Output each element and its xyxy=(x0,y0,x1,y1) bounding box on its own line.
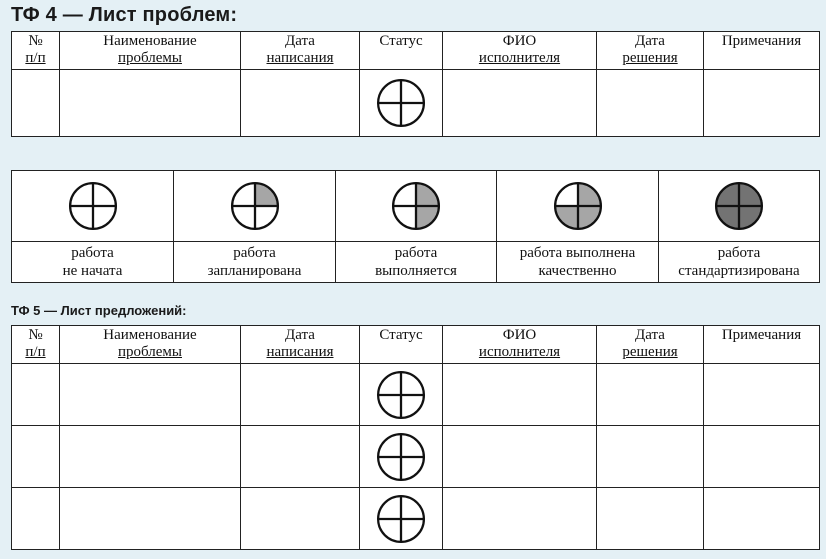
legend-label-line1: работа xyxy=(233,245,276,261)
form5-title: ТФ 5 — Лист предложений: xyxy=(11,303,187,318)
status-cell[interactable] xyxy=(360,426,443,488)
legend-label-line1: работа xyxy=(717,245,761,261)
column-header-line2: исполнителя xyxy=(478,344,561,360)
legend-icon-cell xyxy=(659,171,820,242)
column-header-line1: Статус xyxy=(379,327,423,343)
legend-label xyxy=(659,242,820,283)
table-cell[interactable] xyxy=(241,364,360,426)
legend-label xyxy=(497,242,659,283)
column-header-line1: № xyxy=(28,327,43,343)
table-cell[interactable] xyxy=(12,70,60,137)
table-cell[interactable] xyxy=(443,426,597,488)
column-header-line1: ФИО xyxy=(502,327,537,343)
column-header-line2: написания xyxy=(266,344,334,360)
column-header xyxy=(360,32,443,70)
status-cell[interactable] xyxy=(360,488,443,550)
column-header-line1: Дата xyxy=(635,33,665,49)
legend-icon-row xyxy=(12,171,820,242)
column-header-line1: Дата xyxy=(285,327,315,343)
column-header xyxy=(241,326,360,364)
table-cell[interactable] xyxy=(241,70,360,137)
table-cell[interactable] xyxy=(597,426,704,488)
status-circle-quarter-icon xyxy=(229,180,281,232)
form4-title: ТФ 4 — Лист проблем: xyxy=(11,4,238,26)
column-header xyxy=(443,32,597,70)
legend-label-line2: качественно xyxy=(538,263,617,279)
column-header xyxy=(12,32,60,70)
legend-label-line2: не начата xyxy=(62,263,123,279)
legend-icon-cell xyxy=(12,171,174,242)
legend-label-line1: работа xyxy=(71,245,114,261)
legend-label xyxy=(12,242,174,283)
table-cell[interactable] xyxy=(597,70,704,137)
column-header xyxy=(443,326,597,364)
table-cell[interactable] xyxy=(12,364,60,426)
column-header xyxy=(241,32,360,70)
legend-label-line1: работа xyxy=(394,245,438,261)
status-circle-three-quarter-icon xyxy=(552,180,604,232)
table-cell[interactable] xyxy=(597,488,704,550)
status-circle-empty-icon xyxy=(375,77,427,129)
column-header xyxy=(60,326,241,364)
column-header xyxy=(360,326,443,364)
status-cell[interactable] xyxy=(360,364,443,426)
table-cell[interactable] xyxy=(60,426,241,488)
status-circle-empty-icon xyxy=(67,180,119,232)
legend-label xyxy=(174,242,336,283)
table-cell[interactable] xyxy=(704,70,820,137)
legend-label-row xyxy=(12,242,820,283)
column-header-line2: написания xyxy=(266,50,334,66)
status-circle-empty-icon xyxy=(375,431,427,483)
table-cell[interactable] xyxy=(597,364,704,426)
legend-icon-cell xyxy=(174,171,336,242)
column-header-line1: Наименование xyxy=(103,327,197,343)
column-header-line2: решения xyxy=(622,50,678,66)
status-circle-full-icon xyxy=(713,180,765,232)
column-header xyxy=(704,326,820,364)
column-header xyxy=(597,32,704,70)
column-header-line1: Наименование xyxy=(103,33,197,49)
column-header-line1: Дата xyxy=(635,327,665,343)
table-header-row xyxy=(12,326,820,364)
legend-icon-cell xyxy=(336,171,497,242)
table-row xyxy=(12,364,820,426)
table-cell[interactable] xyxy=(12,488,60,550)
table-cell[interactable] xyxy=(704,364,820,426)
status-circle-empty-icon xyxy=(375,369,427,421)
status-circle-half-icon xyxy=(390,180,442,232)
column-header xyxy=(12,326,60,364)
legend-label-line1: работа выполнена xyxy=(519,245,636,261)
column-header-line2: п/п xyxy=(25,50,46,66)
table-cell[interactable] xyxy=(60,364,241,426)
column-header-line2: проблемы xyxy=(118,50,182,66)
table-cell[interactable] xyxy=(704,488,820,550)
table-row xyxy=(12,488,820,550)
column-header-line1: ФИО xyxy=(502,33,537,49)
table-cell[interactable] xyxy=(443,364,597,426)
table-cell[interactable] xyxy=(443,488,597,550)
column-header-line2: проблемы xyxy=(118,344,182,360)
table-cell[interactable] xyxy=(704,426,820,488)
legend-label-line2: стандартизирована xyxy=(678,263,800,279)
status-circle-empty-icon xyxy=(375,493,427,545)
table-header-row xyxy=(12,32,820,70)
legend-label-line2: запланирована xyxy=(207,263,302,279)
table-cell[interactable] xyxy=(12,426,60,488)
column-header-line1: Примечания xyxy=(721,327,802,343)
table-cell[interactable] xyxy=(60,70,241,137)
table-row xyxy=(12,426,820,488)
status-cell[interactable] xyxy=(360,70,443,137)
column-header xyxy=(704,32,820,70)
table-cell[interactable] xyxy=(60,488,241,550)
legend-label xyxy=(336,242,497,283)
column-header xyxy=(60,32,241,70)
table-row xyxy=(12,70,820,137)
column-header-line1: № xyxy=(28,33,43,49)
column-header-line1: Дата xyxy=(285,33,315,49)
table-cell[interactable] xyxy=(241,426,360,488)
column-header xyxy=(597,326,704,364)
problem-list-table xyxy=(11,31,820,137)
status-legend-table xyxy=(11,170,820,283)
table-cell[interactable] xyxy=(241,488,360,550)
legend-label-line2: выполняется xyxy=(375,263,457,279)
proposal-list-table xyxy=(11,325,820,550)
column-header-line2: исполнителя xyxy=(478,50,561,66)
legend-icon-cell xyxy=(497,171,659,242)
table-cell[interactable] xyxy=(443,70,597,137)
column-header-line2: решения xyxy=(622,344,678,360)
column-header-line2: п/п xyxy=(25,344,46,360)
column-header-line1: Примечания xyxy=(721,33,802,49)
column-header-line1: Статус xyxy=(379,33,423,49)
